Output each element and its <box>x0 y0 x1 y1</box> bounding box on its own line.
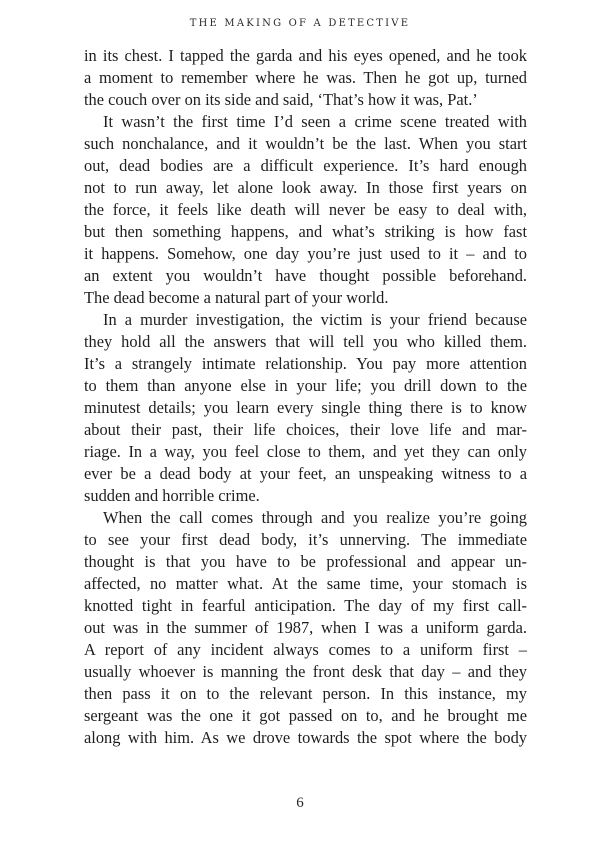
text-line: thought is that you have to be professional and appear un- <box>84 552 527 571</box>
text-line: then pass it on to the relevant person. In this instance, my <box>84 684 527 703</box>
text-line: they hold all the answers that will tell you who killed them. <box>84 332 527 351</box>
text-line: out, dead bodies are a difficult experience. It’s hard enough <box>84 156 527 175</box>
text-line: sudden and horrible crime. <box>84 486 260 505</box>
text-line: usually whoever is manning the front desk that day – and they <box>84 662 527 681</box>
text-line: sergeant was the one it got passed on to, and he brought me <box>84 706 527 725</box>
text-line: It wasn’t the first time I’d seen a crime scene treated with <box>103 112 527 131</box>
text-line: about their past, their life choices, their love life and mar- <box>84 420 527 439</box>
body-text <box>84 45 527 749</box>
text-line: to them than anyone else in your life; you drill down to the <box>84 376 527 395</box>
text-line: A report of any incident always comes to a uniform first – <box>84 640 527 659</box>
page-number: 6 <box>296 795 304 811</box>
text-line: minutest details; you learn every single thing there is to know <box>84 398 527 417</box>
text-line: a moment to remember where he was. Then he got up, turned <box>84 68 527 87</box>
text-line: The dead become a natural part of your world. <box>84 288 389 307</box>
running-head: THE MAKING OF A DETECTIVE <box>189 18 411 29</box>
text-line: to see your first dead body, it’s unnerving. The immediate <box>84 530 527 549</box>
paragraph <box>84 507 527 749</box>
text-line: but then something happens, and what’s striking is how fast <box>84 222 527 241</box>
text-line: When the call comes through and you realize you’re going <box>103 508 527 527</box>
text-line: along with him. As we drove towards the spot where the body <box>84 728 527 747</box>
text-line: in its chest. I tapped the garda and his eyes opened, and he took <box>84 46 527 65</box>
text-line: out was in the summer of 1987, when I was a uniform garda. <box>84 618 527 637</box>
text-line: ever be a dead body at your feet, an unspeaking witness to a <box>84 464 527 483</box>
text-line: it happens. Somehow, one day you’re just used to it – and to <box>84 244 527 263</box>
text-line: an extent you wouldn’t have thought possible beforehand. <box>84 266 527 285</box>
paragraph <box>84 45 527 111</box>
text-line: In a murder investigation, the victim is your friend because <box>103 310 527 329</box>
text-line: such nonchalance, and it wouldn’t be the last. When you start <box>84 134 527 153</box>
text-line: It’s a strangely intimate relationship. You pay more attention <box>84 354 527 373</box>
text-line: riage. In a way, you feel close to them, and yet they can only <box>84 442 527 461</box>
text-line: not to run away, let alone look away. In those first years on <box>84 178 527 197</box>
text-line: affected, no matter what. At the same time, your stomach is <box>84 574 527 593</box>
text-line: the couch over on its side and said, ‘That’s how it was, Pat.’ <box>84 90 478 109</box>
text-line: the force, it feels like death will never be easy to deal with, <box>84 200 527 219</box>
paragraph <box>84 111 527 309</box>
paragraph <box>84 309 527 507</box>
text-line: knotted tight in fearful anticipation. The day of my first call- <box>84 596 527 615</box>
